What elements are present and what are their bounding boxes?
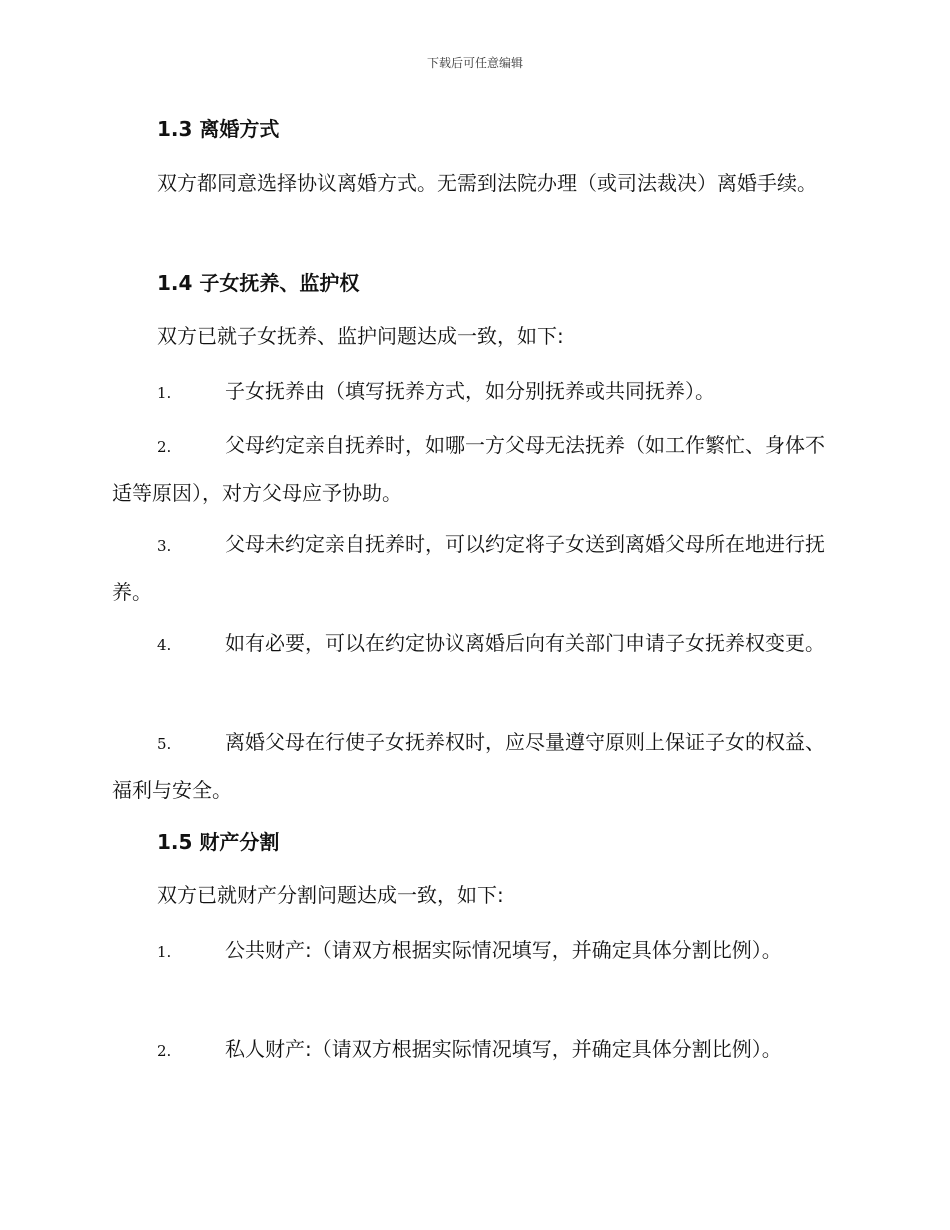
list-item-text: 父母约定亲自抚养时，如哪一方父母无法抚养（如工作繁忙、身体不适等原因），对方父母应予协助。: [112, 433, 825, 505]
section-heading-1-5: 1.5 财产分割: [157, 830, 280, 854]
list-item-number: 2.: [157, 438, 172, 456]
list-item-number: 1.: [157, 384, 172, 402]
section-paragraph-1-3: 双方都同意选择协议离婚方式。无需到法院办理（或司法裁决）离婚手续。: [157, 171, 817, 195]
section-intro-1-4: 双方已就子女抚养、监护问题达成一致，如下:: [157, 324, 564, 348]
list-item-text: 公共财产:（请双方根据实际情况填写，并确定具体分割比例）。: [225, 938, 782, 962]
section-heading-1-3: 1.3 离婚方式: [157, 117, 280, 141]
list-item: [112, 422, 834, 516]
list-item: [112, 927, 802, 975]
list-item: [112, 620, 834, 668]
section-heading-1-4: 1.4 子女抚养、监护权: [157, 271, 360, 295]
header-note: 下载后可任意编辑: [426, 56, 523, 70]
section-intro-1-5: 双方已就财产分割问题达成一致，如下:: [157, 883, 504, 907]
list-item: [112, 368, 834, 416]
list-item-number: 1.: [157, 943, 172, 961]
list-item-text: 子女抚养由（填写抚养方式，如分别抚养或共同抚养）。: [225, 379, 715, 403]
list-item: [112, 1026, 802, 1074]
list-item-number: 2.: [157, 1042, 172, 1060]
list-item-text: 如有必要，可以在约定协议离婚后向有关部门申请子女抚养权变更。: [225, 631, 825, 655]
list-item-number: 5.: [157, 735, 172, 753]
list-item-text: 离婚父母在行使子女抚养权时，应尽量遵守原则上保证子女的权益、福利与安全。: [112, 730, 825, 802]
list-item: [112, 719, 834, 813]
list-item-text: 父母未约定亲自抚养时，可以约定将子女送到离婚父母所在地进行抚养。: [112, 532, 825, 604]
list-item: [112, 521, 834, 615]
list-item-number: 3.: [157, 537, 172, 555]
list-item-text: 私人财产:（请双方根据实际情况填写，并确定具体分割比例）。: [225, 1037, 782, 1061]
list-item-number: 4.: [157, 636, 172, 654]
